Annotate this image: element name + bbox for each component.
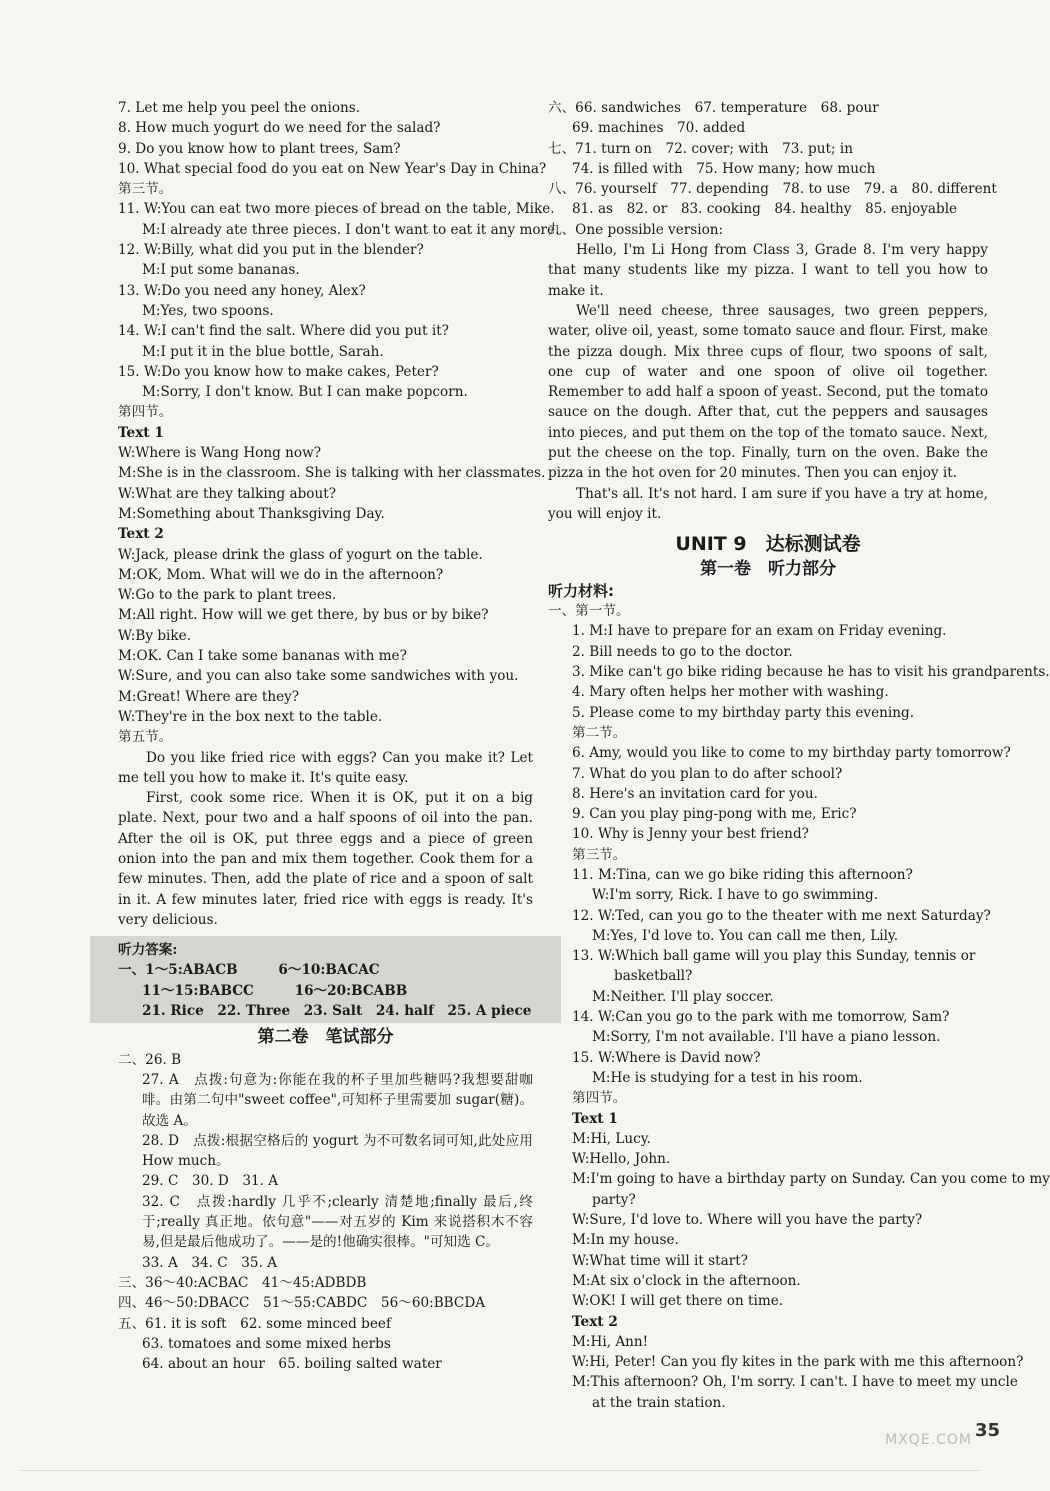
text-line: 8. How much yogurt do we need for the salad? bbox=[118, 120, 441, 137]
text-line: M:I put it in the blue bottle, Sarah. bbox=[142, 343, 384, 360]
text-line: W:Where is Wang Hong now? bbox=[118, 445, 322, 462]
answers-title: 听力答案: bbox=[118, 942, 178, 959]
text-line: W:OK! I will get there on time. bbox=[572, 1293, 784, 1310]
text-line: 9. Can you play ping-pong with me, Eric? bbox=[572, 806, 857, 823]
text-line: 33. A 34. C 35. A bbox=[142, 1254, 278, 1271]
right-answers bbox=[548, 98, 997, 524]
text-line: Hello, I'm Li Hong from Class 3, Grade 8. I'm very happy that many students like my pizza. I want to tell you how to make it. bbox=[548, 242, 988, 299]
text-line: 5. Please come to my birthday party this evening. bbox=[572, 704, 915, 721]
text-line: 13. W:Which ball game will you play this Sunday, tennis or bbox=[572, 948, 976, 965]
text-line: W:Sure, and you can also take some sandwiches with you. bbox=[118, 668, 519, 685]
text-line: 九、One possible version: bbox=[548, 221, 724, 238]
text-line: 81. as 82. or 83. cooking 84. healthy 85. enjoyable bbox=[572, 201, 958, 218]
text-line: 第四节。 bbox=[118, 404, 173, 421]
text-line: W:I'm sorry, Rick. I have to go swimming. bbox=[592, 887, 879, 904]
text-line: Do you like fried rice with eggs? Can you make it? Let me tell you how to make it. It's quite easy. bbox=[118, 749, 533, 786]
text-line: M:I'm going to have a birthday party on Sunday. Can you come to my bbox=[572, 1171, 1050, 1188]
text-line: 六、66. sandwiches 67. temperature 68. pour bbox=[548, 100, 879, 116]
text-line: 七、71. turn on 72. cover; with 73. put; in bbox=[548, 140, 853, 157]
listening-material-heading: 听力材料: bbox=[548, 581, 614, 600]
right-listening-script bbox=[548, 601, 1050, 1413]
text-line: 第四节。 bbox=[572, 1090, 627, 1107]
text-line: 29. C 30. D 31. A bbox=[142, 1173, 279, 1190]
text-line: M:Sorry, I don't know. But I can make popcorn. bbox=[142, 384, 468, 401]
text-line: 63. tomatoes and some mixed herbs bbox=[142, 1335, 391, 1352]
unit-heading: UNIT 9 达标测试卷 bbox=[675, 533, 861, 556]
text-line: That's all. It's not hard. I am sure if you have a try at home, you will enjoy it. bbox=[548, 485, 988, 522]
text-line: M:All right. How will we get there, by bus or by bike? bbox=[118, 607, 489, 624]
text-line: 3. Mike can't go bike riding because he has to visit his grandparents. bbox=[572, 664, 1050, 681]
listening-answers-box bbox=[90, 936, 561, 1023]
text-line: Text 2 bbox=[572, 1313, 618, 1330]
text-line: M:OK, Mom. What will we do in the afternoon? bbox=[118, 566, 444, 583]
text-line: 15. W:Where is David now? bbox=[572, 1049, 761, 1066]
text-line: W:Sure, I'd love to. Where will you have the party? bbox=[572, 1212, 923, 1229]
text-line: M:OK. Can I take some bananas with me? bbox=[118, 648, 407, 665]
text-line: M:Yes, two spoons. bbox=[142, 302, 274, 319]
text-line: Text 1 bbox=[572, 1110, 618, 1127]
text-line: M:Sorry, I'm not available. I'll have a piano lesson. bbox=[592, 1029, 941, 1046]
right-column bbox=[548, 98, 1050, 1413]
text-line: 7. What do you plan to do after school? bbox=[572, 765, 843, 782]
text-line: 第二节。 bbox=[572, 724, 627, 741]
part2-heading: 第二卷 笔试部分 bbox=[257, 1027, 394, 1048]
text-line: 74. is filled with 75. How many; how much bbox=[572, 160, 876, 177]
text-line: 三、36～40:ACBAC 41～45:ADBDB bbox=[118, 1274, 367, 1291]
left-column bbox=[118, 98, 560, 1374]
page-number: 35 bbox=[974, 1420, 1000, 1441]
text-line: W:What time will it start? bbox=[572, 1252, 748, 1269]
text-line: Text 1 bbox=[118, 424, 164, 441]
text-line: 64. about an hour 65. boiling salted water bbox=[142, 1356, 442, 1373]
text-line: M:Hi, Ann! bbox=[572, 1333, 649, 1350]
answers-line: 21. Rice 22. Three 23. Salt 24. half 25. A piece bbox=[142, 1003, 532, 1020]
text-line: 14. W:Can you go to the park with me tomorrow, Sam? bbox=[572, 1009, 950, 1026]
text-line: W:What are they talking about? bbox=[118, 485, 336, 502]
text-line: M:In my house. bbox=[572, 1232, 679, 1249]
text-line: Text 2 bbox=[118, 526, 164, 543]
text-line: M:He is studying for a test in his room. bbox=[592, 1069, 863, 1086]
part1-heading: 第一卷 听力部分 bbox=[700, 558, 836, 579]
answers-line: 一、1～5:ABACB 6～10:BACAC bbox=[118, 962, 380, 979]
text-line: 第三节。 bbox=[572, 846, 627, 863]
text-line: 二、26. B bbox=[118, 1051, 182, 1068]
text-line: M:Something about Thanksgiving Day. bbox=[118, 505, 385, 522]
text-line: 7. Let me help you peel the onions. bbox=[118, 100, 361, 116]
text-line: 12. W:Ted, can you go to the theater with me next Saturday? bbox=[572, 907, 991, 924]
text-line: 1. M:I have to prepare for an exam on Friday evening. bbox=[572, 623, 947, 640]
text-line: 10. What special food do you eat on New Year's Day in China? bbox=[118, 160, 547, 177]
text-line: 2. Bill needs to go to the doctor. bbox=[572, 643, 793, 660]
bottom-rule bbox=[20, 1470, 980, 1471]
text-line: M:Yes, I'd love to. You can call me then, Lily. bbox=[592, 927, 899, 944]
text-line: First, cook some rice. When it is OK, put it on a big plate. Next, pour two and a half spoons of oil into the pan. After the oil is OK, put three eggs and a piece of green onion into the pan and mix them together. Cook them for a few minutes. Then, add the plate of rice and a spoon of salt in it. A few minutes later, fried rice with eggs is ready. It's very delicious. bbox=[118, 790, 533, 928]
answers-line: 11～15:BABCC 16～20:BCABB bbox=[142, 982, 408, 999]
text-line: 第三节。 bbox=[118, 181, 173, 198]
text-line: 八、76. yourself 77. depending 78. to use 79. a 80. different bbox=[548, 181, 997, 198]
text-line: basketball? bbox=[614, 968, 693, 985]
text-line: M:Neither. I'll play soccer. bbox=[592, 988, 774, 1005]
text-line: at the train station. bbox=[592, 1394, 726, 1411]
text-line: 15. W:Do you know how to make cakes, Peter? bbox=[118, 363, 439, 380]
text-line: W:Hi, Peter! Can you fly kites in the park with me this afternoon? bbox=[572, 1354, 1024, 1371]
text-line: W:Hello, John. bbox=[572, 1151, 671, 1168]
text-line: 27. A 点拨:句意为:你能在我的杯子里加些糖吗?我想要甜咖啡。由第二句中"sweet coffee",可知杯子里需要加 sugar(糖)。故选 A。 bbox=[142, 1071, 533, 1129]
text-line: We'll need cheese, three sausages, two green peppers, water, olive oil, yeast, some tomato sauce and flour. First, make the pizza dough. Mix three cups of flour, two spoons of salt, one cup of water and one spoon of olive oil together. Remember to add half a spoon of yeast. Second, put the tomato sauce on the dough. After that, cut the peppers and sausages into pieces, and put them on the top of the tomato sauce. Next, put the cheese on the top. Finally, turn on the oven. Bake the pizza in the hot oven for 20 minutes. Then you can enjoy it. bbox=[548, 302, 988, 482]
text-line: M:Great! Where are they? bbox=[118, 688, 300, 705]
text-line: 6. Amy, would you like to come to my birthday party tomorrow? bbox=[572, 745, 1011, 762]
left-listening-script bbox=[118, 98, 560, 930]
text-line: 12. W:Billy, what did you put in the blender? bbox=[118, 242, 424, 259]
text-line: 10. Why is Jenny your best friend? bbox=[572, 826, 809, 843]
text-line: 8. Here's an invitation card for you. bbox=[572, 785, 818, 802]
text-line: 28. D 点拨:根据空格后的 yogurt 为不可数名词可知,此处应用 How much。 bbox=[142, 1132, 533, 1170]
watermark: MXQE.COM bbox=[885, 1432, 972, 1448]
text-line: W:By bike. bbox=[118, 627, 192, 644]
text-line: M:This afternoon? Oh, I'm sorry. I can't. I have to meet my uncle bbox=[572, 1374, 1018, 1391]
text-line: party? bbox=[592, 1191, 636, 1208]
text-line: 一、第一节。 bbox=[548, 603, 630, 620]
text-line: 11. W:You can eat two more pieces of bread on the table, Mike. bbox=[118, 201, 555, 218]
text-line: 9. Do you know how to plant trees, Sam? bbox=[118, 140, 401, 157]
text-line: M:At six o'clock in the afternoon. bbox=[572, 1272, 801, 1289]
text-line: M:I already ate three pieces. I don't want to eat it any more. bbox=[142, 221, 560, 238]
text-line: 五、61. it is soft 62. some minced beef bbox=[118, 1315, 392, 1332]
text-line: 11. M:Tina, can we go bike riding this afternoon? bbox=[572, 866, 913, 883]
text-line: M:She is in the classroom. She is talking with her classmates. bbox=[118, 465, 546, 482]
text-line: M:I put some bananas. bbox=[142, 262, 300, 279]
text-line: 第五节。 bbox=[118, 729, 173, 746]
text-line: M:Hi, Lucy. bbox=[572, 1130, 651, 1147]
text-line: 14. W:I can't find the salt. Where did you put it? bbox=[118, 323, 449, 340]
text-line: 69. machines 70. added bbox=[572, 120, 746, 137]
written-answers bbox=[118, 1050, 533, 1375]
text-line: 四、46～50:DBACC 51～55:CABDC 56～60:BBCDA bbox=[118, 1295, 486, 1312]
text-line: 32. C 点拨:hardly 几乎不;clearly 清楚地;finally 最后,终于;really 真正地。依句意"——对五岁的 Kim 来说搭积木不容易,但是最后他成功了。——是的!他确实很棒。"可知选 C。 bbox=[142, 1193, 533, 1251]
text-line: 13. W:Do you need any honey, Alex? bbox=[118, 282, 366, 299]
text-line: W:Jack, please drink the glass of yogurt on the table. bbox=[118, 546, 483, 563]
text-line: W:Go to the park to plant trees. bbox=[118, 587, 337, 604]
text-line: 4. Mary often helps her mother with washing. bbox=[572, 684, 889, 701]
text-line: W:They're in the box next to the table. bbox=[118, 708, 383, 725]
